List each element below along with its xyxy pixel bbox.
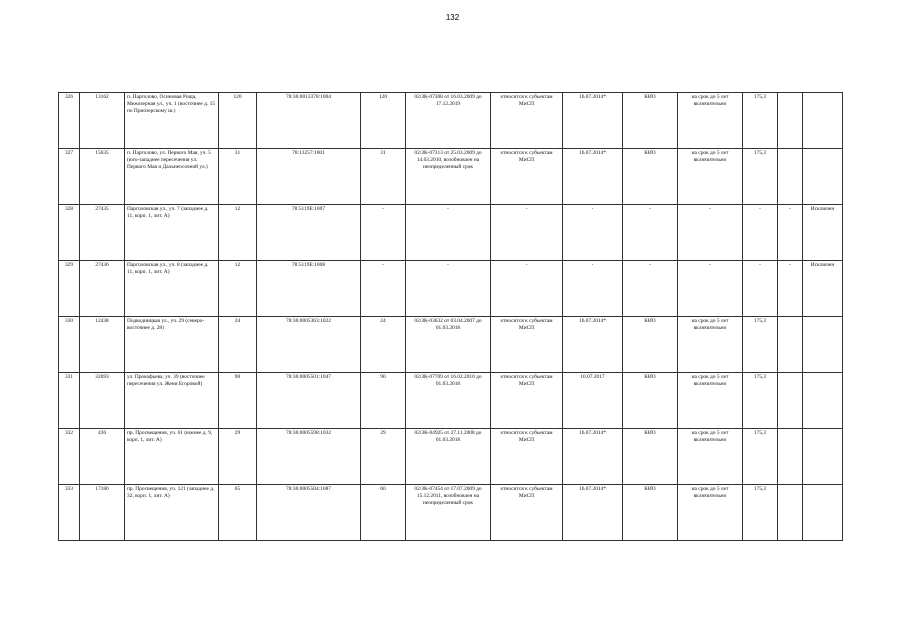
table-row xyxy=(59,373,843,429)
object-code: 15635 xyxy=(80,149,125,205)
object-code: 17180 xyxy=(80,485,125,541)
org-cell: КИО xyxy=(623,149,678,205)
rate-cell: 175,3 xyxy=(743,149,778,205)
note-cell xyxy=(803,485,843,541)
leased-area: 120 xyxy=(361,93,406,149)
org-cell: КИО xyxy=(623,93,678,149)
cadastral-number: 78:5119Е:1008 xyxy=(257,261,361,317)
date-cell: 16.07.2014* xyxy=(563,149,623,205)
extra-cell xyxy=(778,149,803,205)
address-cell: Подводницкая ул., уч. 29 (северо-восточнее д. 28) xyxy=(125,317,219,373)
cadastral-number: 78:36:0005363:1022 xyxy=(257,317,361,373)
area-cell: 90 xyxy=(219,373,257,429)
area-cell: 12 xyxy=(219,205,257,261)
extra-cell xyxy=(778,373,803,429)
object-code: 27436 xyxy=(80,261,125,317)
area-cell: 65 xyxy=(219,485,257,541)
note-cell xyxy=(803,149,843,205)
org-cell: - xyxy=(623,205,678,261)
date-cell: 16.07.2014* xyxy=(563,317,623,373)
table-row xyxy=(59,485,843,541)
note-cell xyxy=(803,317,843,373)
area-cell: 12 xyxy=(219,261,257,317)
note-cell: Исключен xyxy=(803,205,843,261)
address-cell: п. Парголово, Осиновая Роща, Межозерная ул., уч. 1 (восточнее д. 15 по Приозерскому ш.) xyxy=(125,93,219,149)
leased-area: 90 xyxy=(361,373,406,429)
object-code: 12438 xyxy=(80,317,125,373)
status-cell: относится к субъектам МиСП xyxy=(491,317,563,373)
date-cell: 16.07.2014* xyxy=(563,429,623,485)
extra-cell xyxy=(778,93,803,149)
address-cell: Парголовская ул., уч. 7 (западнее д. 11, корп. 1, лит. А) xyxy=(125,205,219,261)
status-cell: - xyxy=(491,261,563,317)
leased-area: 31 xyxy=(361,149,406,205)
org-cell: - xyxy=(623,261,678,317)
org-cell: КИО xyxy=(623,429,678,485)
cadastral-number: 78:5119Е:1007 xyxy=(257,205,361,261)
object-code: 32693 xyxy=(80,373,125,429)
term-cell: на срок до 5 лет включительно xyxy=(678,373,743,429)
leased-area: - xyxy=(361,261,406,317)
page-number: 132 xyxy=(445,13,460,22)
row-number: 332 xyxy=(59,429,80,485)
status-cell: относится к субъектам МиСП xyxy=(491,373,563,429)
status-cell: относится к субъектам МиСП xyxy=(491,93,563,149)
cadastral-number: 78:36:0005598:1032 xyxy=(257,429,361,485)
contract-cell: 02/ЗК-07313 от 25.03.2009 до 14.03.2010, возобновлен на неопределенный срок xyxy=(406,149,491,205)
date-cell: 16.07.2014* xyxy=(563,93,623,149)
cadastral-number: 78:13257:1001 xyxy=(257,149,361,205)
row-number: 328 xyxy=(59,205,80,261)
table-row xyxy=(59,149,843,205)
contract-cell: 02/ЗК-03632 от 03.04.2007 до 01.03.2018 xyxy=(406,317,491,373)
rate-cell: - xyxy=(743,261,778,317)
extra-cell xyxy=(778,485,803,541)
table-row xyxy=(59,317,843,373)
term-cell: - xyxy=(678,205,743,261)
org-cell: КИО xyxy=(623,485,678,541)
address-cell: ул. Прокофьева, уч. 39 (восточнее пересечения ул. Жени Егоровой) xyxy=(125,373,219,429)
date-cell: - xyxy=(563,261,623,317)
date-cell: 16.07.2014* xyxy=(563,485,623,541)
term-cell: на срок до 5 лет включительно xyxy=(678,485,743,541)
leased-area: 24 xyxy=(361,317,406,373)
status-cell: относится к субъектам МиСП xyxy=(491,485,563,541)
area-cell: 120 xyxy=(219,93,257,149)
address-cell: Парголовская ул., уч. 8 (западнее д. 11, корп. 1, лит. А) xyxy=(125,261,219,317)
object-code: 436 xyxy=(80,429,125,485)
row-number: 329 xyxy=(59,261,80,317)
cadastral-number: 78:36:0005501:1047 xyxy=(257,373,361,429)
table-row xyxy=(59,429,843,485)
term-cell: на срок до 5 лет включительно xyxy=(678,93,743,149)
status-cell: относится к субъектам МиСП xyxy=(491,429,563,485)
note-cell: Исключен xyxy=(803,261,843,317)
area-cell: 31 xyxy=(219,149,257,205)
area-cell: 29 xyxy=(219,429,257,485)
row-number: 331 xyxy=(59,373,80,429)
cadastral-number: 78:36:0013378:1004 xyxy=(257,93,361,149)
leased-area: 29 xyxy=(361,429,406,485)
contract-cell: - xyxy=(406,261,491,317)
contract-cell: 02/ЗК-07308 от 16.03.2009 до 17.12.2019 xyxy=(406,93,491,149)
extra-cell xyxy=(778,317,803,373)
table-row xyxy=(59,93,843,149)
leased-area: - xyxy=(361,205,406,261)
term-cell: на срок до 5 лет включительно xyxy=(678,429,743,485)
address-cell: п. Парголово, ул. Первого Мая, уч. 5 (юго-западнее пересечения ул. Первого Мая и Дальнеосочной ул.) xyxy=(125,149,219,205)
term-cell: на срок до 5 лет включительно xyxy=(678,317,743,373)
rate-cell: - xyxy=(743,205,778,261)
org-cell: КИО xyxy=(623,373,678,429)
term-cell: - xyxy=(678,261,743,317)
contract-cell: 02/ЗК-07709 от 16.02.2010 до 01.03.2018 xyxy=(406,373,491,429)
object-code: 27435 xyxy=(80,205,125,261)
cadastral-number: 78:36:0005504:1087 xyxy=(257,485,361,541)
contract-cell: 02/ЗК-07454 от 17.07.2009 до 15.12.2011, возобновлен на неопределенный срок xyxy=(406,485,491,541)
rate-cell: 175,3 xyxy=(743,93,778,149)
org-cell: КИО xyxy=(623,317,678,373)
registry-table xyxy=(58,92,843,541)
rate-cell: 175,3 xyxy=(743,485,778,541)
term-cell: на срок до 5 лет включительно xyxy=(678,149,743,205)
status-cell: относится к субъектам МиСП xyxy=(491,149,563,205)
row-number: 327 xyxy=(59,149,80,205)
row-number: 333 xyxy=(59,485,80,541)
area-cell: 24 xyxy=(219,317,257,373)
rate-cell: 175,3 xyxy=(743,429,778,485)
date-cell: 10.07.2017 xyxy=(563,373,623,429)
table-row xyxy=(59,261,843,317)
note-cell xyxy=(803,373,843,429)
row-number: 326 xyxy=(59,93,80,149)
address-cell: пр. Просвещения, уч. 121 (западнее д. 32, корп. 1, лит. А) xyxy=(125,485,219,541)
rate-cell: 175,3 xyxy=(743,317,778,373)
rate-cell: 175,3 xyxy=(743,373,778,429)
note-cell xyxy=(803,93,843,149)
object-code: 13162 xyxy=(80,93,125,149)
row-number: 330 xyxy=(59,317,80,373)
extra-cell xyxy=(778,429,803,485)
extra-cell: - xyxy=(778,205,803,261)
date-cell: - xyxy=(563,205,623,261)
extra-cell: - xyxy=(778,261,803,317)
table-row xyxy=(59,205,843,261)
contract-cell: - xyxy=(406,205,491,261)
contract-cell: 02/ЗК-04925 от 27.11.2008 до 01.03.2018 xyxy=(406,429,491,485)
leased-area: 60 xyxy=(361,485,406,541)
note-cell xyxy=(803,429,843,485)
address-cell: пр. Просвещения, уч. 61 (южнее д. 9, корп. 1, лит. А) xyxy=(125,429,219,485)
status-cell: - xyxy=(491,205,563,261)
